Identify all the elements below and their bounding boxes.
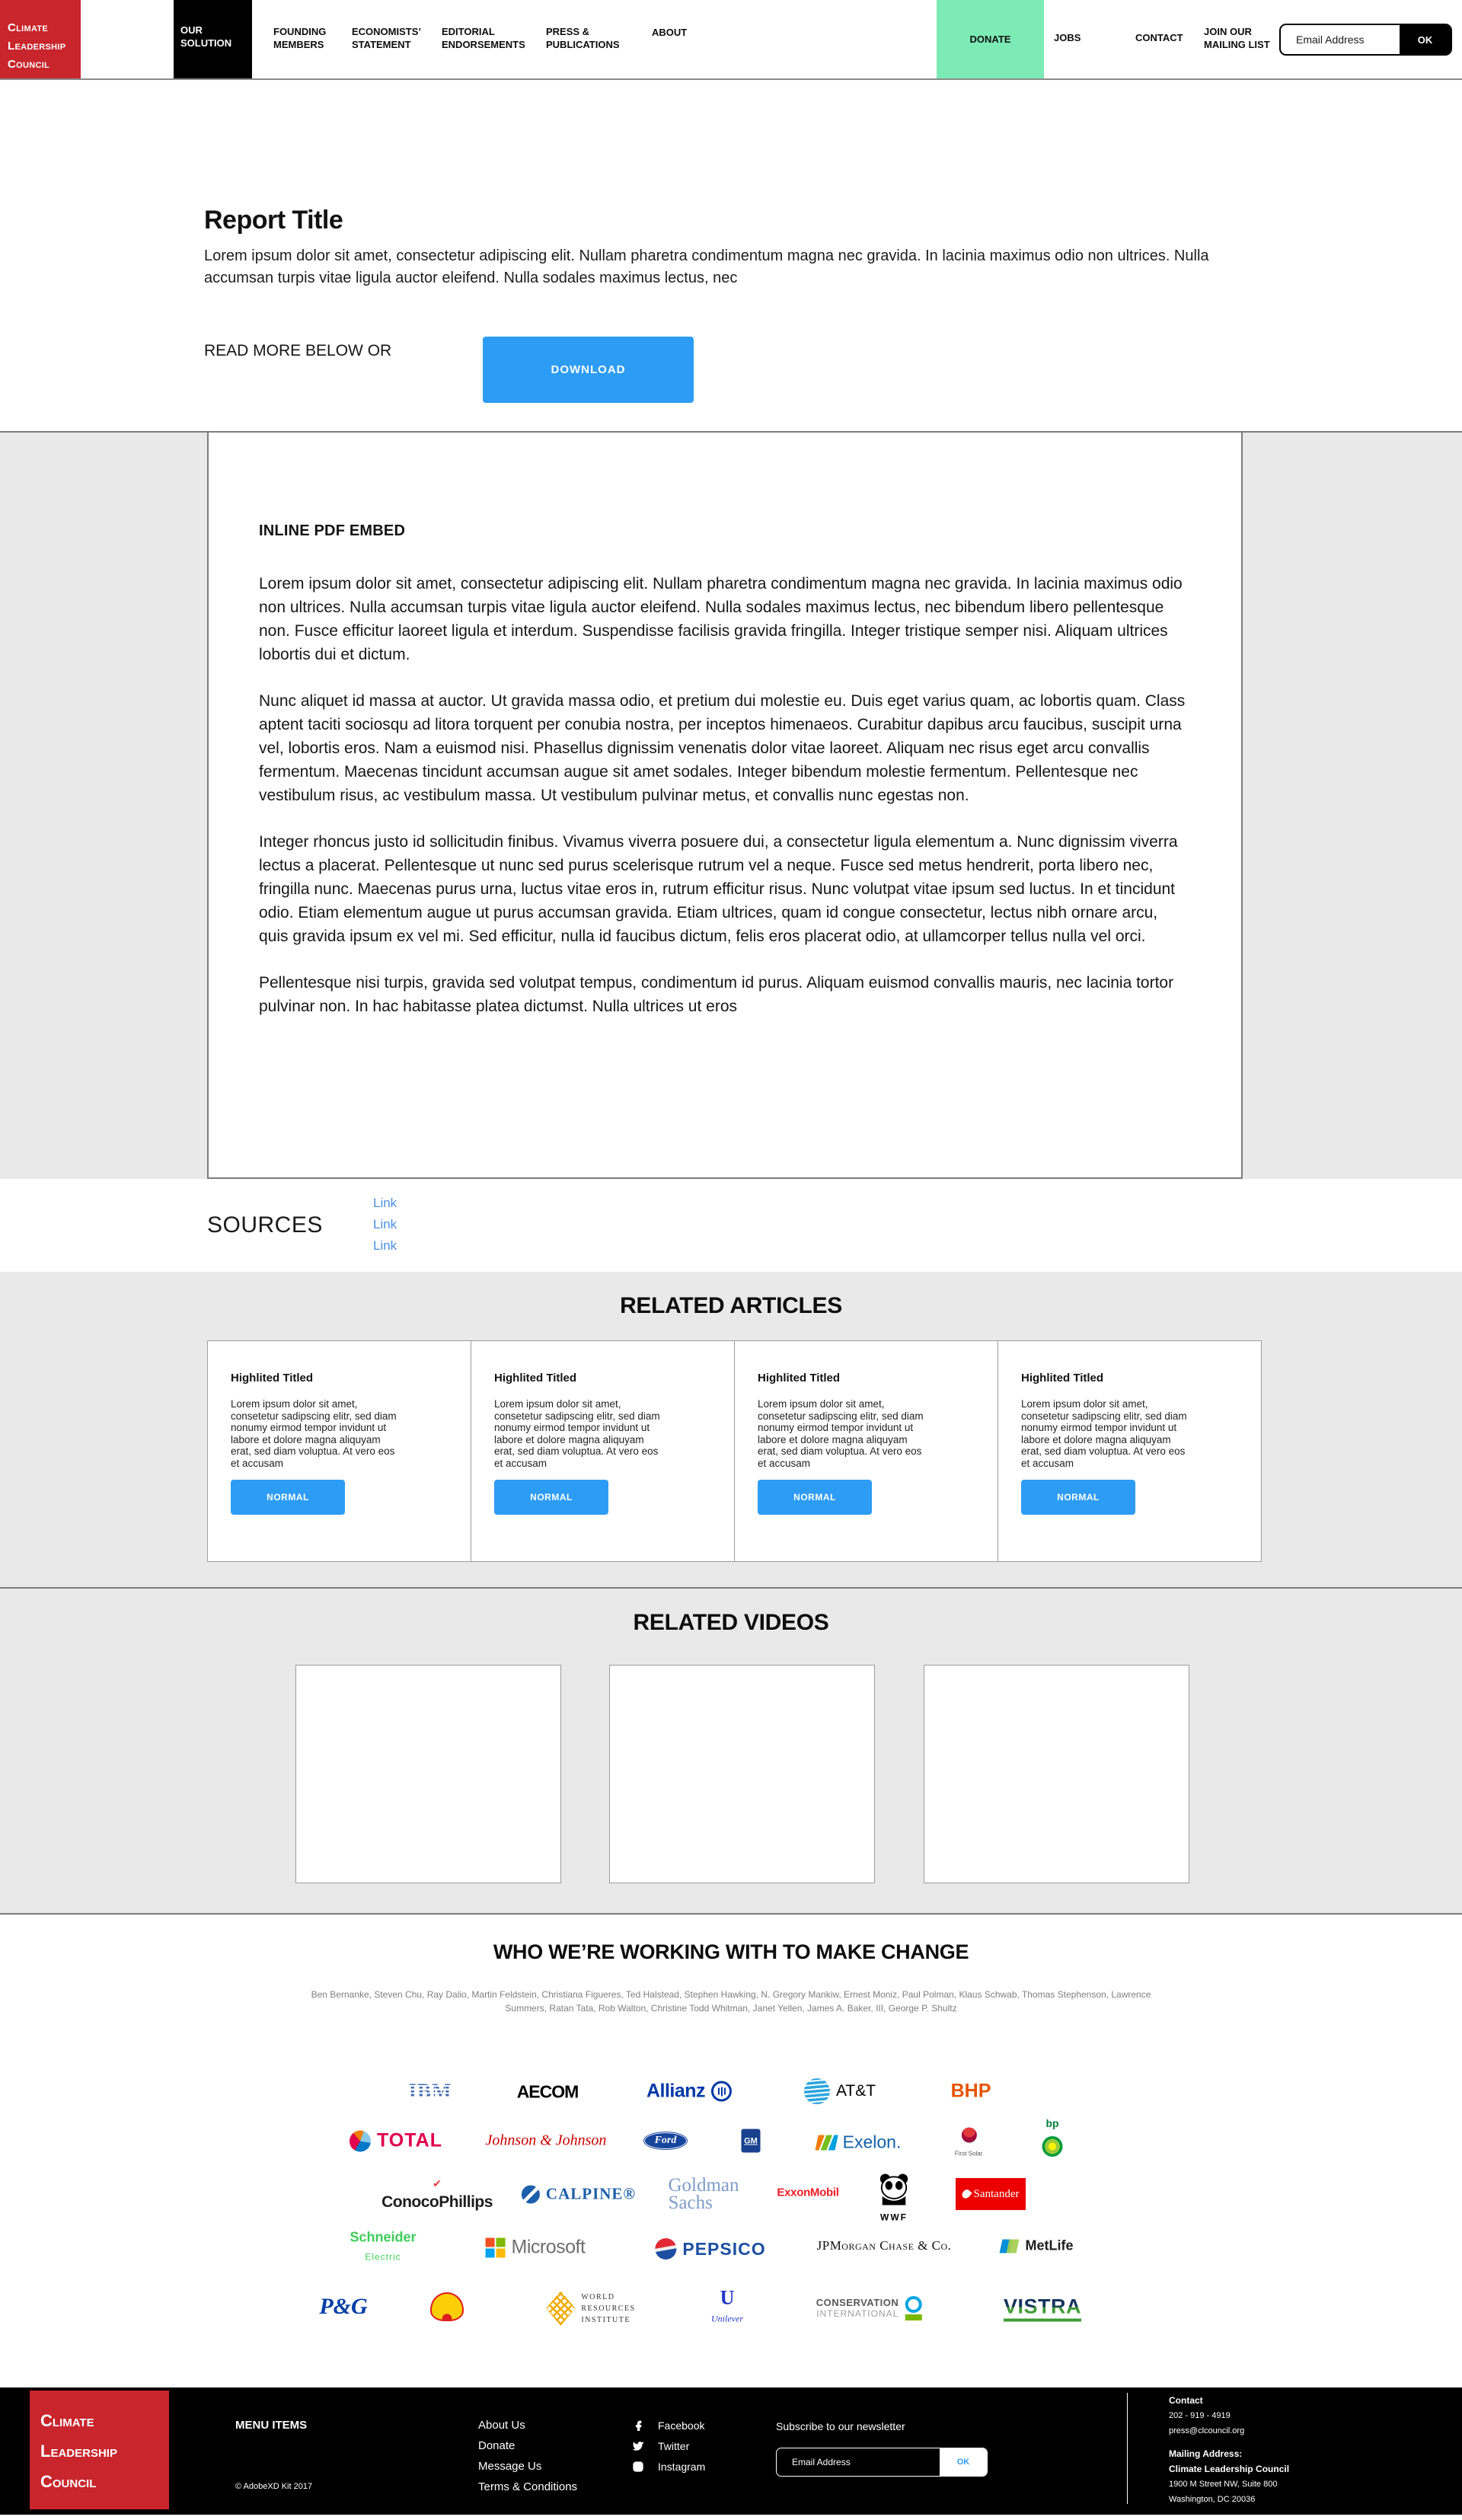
goldman-sachs-logo-text: Goldman bbox=[668, 2175, 739, 2196]
wwf-logo-text: WWF bbox=[880, 2212, 908, 2223]
footer-logo[interactable] bbox=[30, 2391, 169, 2509]
microsoft-squares-icon bbox=[486, 2237, 506, 2257]
mailing-city: Washington, DC 20036 bbox=[1169, 2495, 1256, 2504]
pg-logo bbox=[319, 2294, 367, 2320]
att-logo bbox=[804, 2078, 876, 2104]
metlife-logo-text: MetLife bbox=[1025, 2237, 1074, 2253]
pdf-heading: INLINE PDF EMBED bbox=[259, 522, 406, 539]
nav-label: SOLUTION bbox=[180, 37, 232, 49]
article-card-title: Highlited Titled bbox=[231, 1372, 314, 1385]
footer-link-donate[interactable]: Donate bbox=[478, 2439, 516, 2452]
jpmorgan-chase-logo bbox=[817, 2238, 952, 2253]
nav-label: PRESS & bbox=[546, 26, 590, 37]
total-globe-icon bbox=[350, 2130, 371, 2151]
header-newsletter-form bbox=[1279, 24, 1452, 56]
nav-label: STATEMENT bbox=[352, 39, 411, 50]
nav-label: ECONOMISTS’ bbox=[352, 26, 422, 37]
bp-flower-icon bbox=[1042, 2136, 1063, 2157]
bp-logo bbox=[1042, 2117, 1063, 2157]
header-email-ok-button[interactable]: OK bbox=[1400, 25, 1451, 54]
nav-label: ENDORSEMENTS bbox=[442, 39, 525, 50]
article-card-body: Lorem ipsum dolor sit amet, consetetur sadipscing elitr, sed diam nonumy eirmod tempor invidunt ut labore et dolore magna aliquyam erat, sed diam voluptua. At vero eos et accusam bbox=[758, 1398, 924, 1469]
nav-item-our-solution[interactable] bbox=[174, 0, 252, 78]
related-articles-heading: RELATED ARTICLES bbox=[620, 1293, 842, 1318]
article-card-title: Highlited Titled bbox=[494, 1372, 577, 1385]
article-normal-button[interactable]: NORMAL bbox=[758, 1480, 872, 1515]
footer-logo-line: Council bbox=[40, 2472, 97, 2491]
contact-heading: Contact bbox=[1169, 2395, 1203, 2406]
ibm-logo-text: IBM bbox=[408, 2079, 452, 2103]
allianz-circle-icon bbox=[711, 2081, 732, 2102]
calpine-logo bbox=[522, 2185, 636, 2204]
vistra-logo-text: VISTRA bbox=[1004, 2295, 1081, 2322]
footer-divider bbox=[1127, 2393, 1128, 2504]
source-link[interactable]: Link bbox=[373, 1196, 397, 1210]
partners-heading: WHO WE’RE WORKING WITH TO MAKE CHANGE bbox=[493, 1940, 969, 1963]
nav-label: OUR bbox=[180, 24, 203, 36]
contact-phone: 202 - 919 - 4919 bbox=[1169, 2411, 1231, 2420]
section-divider bbox=[0, 1587, 1462, 1589]
jpmorgan-logo-text: JPMorgan Chase & Co. bbox=[816, 2238, 952, 2253]
footer-link-terms[interactable]: Terms & Conditions bbox=[478, 2480, 578, 2493]
allianz-logo bbox=[646, 2081, 732, 2103]
ci-logo-text: INTERNATIONAL bbox=[816, 2308, 899, 2319]
world-resources-institute-logo bbox=[546, 2291, 635, 2326]
read-more-label: READ MORE BELOW OR bbox=[204, 342, 392, 359]
nav-item-about[interactable] bbox=[652, 26, 687, 39]
article-normal-button[interactable]: NORMAL bbox=[1021, 1480, 1135, 1515]
microsoft-logo-text: Microsoft bbox=[511, 2236, 586, 2258]
calpine-circle-icon bbox=[522, 2185, 540, 2203]
logo-line: Council bbox=[8, 58, 50, 71]
pdf-paragraph: Lorem ipsum dolor sit amet, consectetur adipiscing elit. Nullam pharetra condimentum magna nec gravida. In lacinia maximus odio non ultrices. Nulla accumsan turpis vitae ligula auctor eleifend. Nulla sodales maximus lectus, nec bibendum libero pellentesque non. Fusce efficitur laoreet ligula et interdum. Suspendisse facilisis gravida fringilla. Integer tristique semper nisi. Aliquam ultrices lobortis dui et dictum. bbox=[259, 575, 1183, 663]
article-card-body: Lorem ipsum dolor sit amet, consetetur sadipscing elitr, sed diam nonumy eirmod tempor invidunt ut labore et dolore magna aliquyam erat, sed diam voluptua. At vero eos et accusam bbox=[1021, 1398, 1187, 1469]
article-card-body: Lorem ipsum dolor sit amet, consetetur sadipscing elitr, sed diam nonumy eirmod tempor invidunt ut labore et dolore magna aliquyam erat, sed diam voluptua. At vero eos et accusam bbox=[494, 1398, 660, 1469]
wwf-panda-icon bbox=[876, 2173, 911, 2205]
schneider-logo-text: Schneider bbox=[350, 2229, 417, 2245]
conocophillips-logo bbox=[381, 2177, 493, 2212]
article-cards bbox=[207, 1340, 1262, 1562]
allianz-logo-text: Allianz bbox=[646, 2080, 706, 2102]
wri-diamond-icon bbox=[546, 2291, 575, 2326]
pepsico-logo bbox=[655, 2238, 765, 2260]
nav-label: ABOUT bbox=[652, 27, 688, 38]
exxonmobil-logo bbox=[777, 2186, 838, 2199]
article-normal-button[interactable]: NORMAL bbox=[231, 1480, 345, 1515]
pdf-paragraph: Nunc aliquet id massa at auctor. Ut gravida massa odio, et pretium dui molestie eu. Duis eget varius quam, ac lobortis quam. Class aptent taciti sociosqu ad litora torquent per conubia nostra, per inceptos himenaeos. Curabitur dapibus arcu faucibus, suscipit urna vel, lobortis eros. Nam a euismod nisi. Phasellus dignissim venenatis dolor vitae laoreet. Aliquam nec risus eget arcu convallis fermentum. Maecenas tincidunt accumsan augue sit amet sodales. Integer bibendum molestie fermentum. Pellentesque nec vestibulum risus, ac vestibulum massa. Ut vestibulum pulvinar metus, et convallis nunc egestas non. bbox=[259, 692, 1186, 804]
article-card bbox=[471, 1341, 734, 1561]
goldman-sachs-logo bbox=[668, 2177, 739, 2212]
schneider-electric-logo bbox=[350, 2230, 416, 2263]
shell-scallop-icon bbox=[430, 2292, 464, 2321]
conservation-international-logo bbox=[816, 2296, 922, 2320]
related-videos-heading: RELATED VIDEOS bbox=[633, 1610, 829, 1635]
article-card-body: Lorem ipsum dolor sit amet, consetetur sadipscing elitr, sed diam nonumy eirmod tempor invidunt ut labore et dolore magna aliquyam erat, sed diam voluptua. At vero eos et accusam bbox=[231, 1398, 397, 1469]
pg-logo-text: P&G bbox=[319, 2294, 368, 2319]
twitter-icon[interactable] bbox=[632, 2440, 644, 2452]
footer-link-message-us[interactable]: Message Us bbox=[478, 2460, 542, 2473]
johnson-johnson-logo-text: Johnson & Johnson bbox=[485, 2132, 607, 2149]
nav-item-jobs[interactable]: JOBS bbox=[1054, 32, 1081, 43]
footer-link-instagram[interactable]: Instagram bbox=[658, 2461, 706, 2473]
santander-box bbox=[956, 2178, 1026, 2210]
shell-logo bbox=[430, 2292, 464, 2321]
hero-intro-text: Lorem ipsum dolor sit amet, consectetur adipiscing elit. Nullam pharetra condimentum magna nec gravida. In lacinia maximus odio non ultrices. Nulla accumsan turpis vitae ligula auctor eleifend. Nulla sodales maximus lectus, nec bbox=[204, 248, 1209, 286]
wri-logo-text: INSTITUTE bbox=[581, 2315, 630, 2324]
exelon-logo-text: Exelon. bbox=[842, 2132, 902, 2152]
sources-heading: SOURCES bbox=[207, 1212, 323, 1238]
video-placeholder[interactable] bbox=[924, 1665, 1189, 1883]
aecom-logo-text: AECOM bbox=[516, 2081, 579, 2102]
footer-logo-line: Leadership bbox=[40, 2442, 117, 2461]
santander-logo bbox=[956, 2178, 1026, 2210]
footer-link-twitter[interactable]: Twitter bbox=[658, 2440, 690, 2452]
calpine-logo-text: CALPINE® bbox=[545, 2184, 637, 2203]
bhp-logo-text: BHP bbox=[950, 2080, 991, 2102]
first-solar-circle-icon bbox=[962, 2128, 977, 2143]
pdf-paragraph: Integer rhoncus justo id sollicitudin finibus. Vivamus viverra posuere dui, a consectetur ligula elementum a. Nunc dignissim viverra lectus a placerat. Pellentesque ut nunc sed purus scelerisque rutrum vel a neque. Fusce sed metus hendrerit, porta libero nec, fringilla nunc. Maecenas purus urna, luctus vitae eros in, rutrum efficitur risus. Nunc volutpat vitae ipsum sed luctus. In et tincidunt odio. Etiam elementum augue ut purus accumsan gravida. Etiam ultrices, quam id congue consectetur, lectus nibh ornare arcu, quis gravida ipsum ex vel mi. Sed efficitur, nulla id faucibus dictum, felis eros placerat odio, at ullamcorper tellus nulla vel orci. bbox=[259, 833, 1178, 945]
first-solar-logo-text: First Solar. bbox=[954, 2150, 985, 2157]
santander-logo-text: Santander bbox=[973, 2187, 1020, 2200]
footer-contact-block bbox=[1169, 2393, 1289, 2507]
nav-item-founding-members[interactable] bbox=[273, 25, 326, 51]
nav-item-economists-statement[interactable] bbox=[352, 25, 421, 51]
page-title: Report Title bbox=[204, 206, 343, 235]
footer-logo-line: Climate bbox=[40, 2411, 94, 2430]
inline-pdf-embed[interactable] bbox=[207, 431, 1243, 1179]
pdf-paragraph: Pellentesque nisi turpis, gravida sed volutpat tempus, condimentum id purus. Aliquam euismod convallis mauris, nec lacinia tortor pulvinar non. In hac habitasse platea dictumst. Nulla ultrices ut eros bbox=[259, 974, 1174, 1015]
nav-label: PUBLICATIONS bbox=[546, 39, 620, 50]
exelon-logo bbox=[817, 2132, 902, 2153]
att-globe-icon bbox=[804, 2078, 830, 2104]
newsletter-heading: Subscribe to our newsletter bbox=[776, 2420, 905, 2432]
santander-flame-icon bbox=[960, 2188, 972, 2200]
footer-menu-heading: MENU ITEMS bbox=[235, 2419, 308, 2432]
gm-logo-text: GM bbox=[744, 2136, 758, 2145]
footer-link-facebook[interactable]: Facebook bbox=[658, 2419, 705, 2432]
source-link[interactable]: Link bbox=[373, 1238, 397, 1253]
first-solar-logo bbox=[955, 2128, 984, 2157]
article-card bbox=[208, 1341, 471, 1561]
gm-box-icon bbox=[742, 2129, 761, 2153]
johnson-johnson-logo bbox=[486, 2132, 607, 2150]
nav-label: EDITORIAL bbox=[442, 26, 495, 37]
conocophillips-logo-text: ConocoPhillips bbox=[381, 2193, 493, 2211]
donate-button[interactable]: DONATE bbox=[937, 0, 1044, 78]
conocophillips-check-icon: ✔ bbox=[433, 2177, 442, 2189]
article-card-title: Highlited Titled bbox=[758, 1372, 841, 1385]
header-email-input[interactable] bbox=[1281, 25, 1400, 54]
total-logo-text: TOTAL bbox=[376, 2129, 443, 2151]
bp-logo-text: bp bbox=[1045, 2117, 1059, 2129]
wwf-logo bbox=[876, 2173, 911, 2223]
exelon-stripes-icon bbox=[816, 2135, 838, 2150]
footer-email-ok-button[interactable]: OK bbox=[940, 2448, 987, 2476]
goldman-sachs-logo-text: Sachs bbox=[668, 2193, 713, 2213]
aecom-logo bbox=[517, 2082, 579, 2103]
nav-label: JOIN OUR bbox=[1204, 26, 1252, 37]
article-card bbox=[998, 1341, 1261, 1561]
ford-oval-icon bbox=[644, 2132, 687, 2149]
exxonmobil-logo-text: ExxonMobil bbox=[777, 2186, 839, 2199]
video-placeholder[interactable] bbox=[295, 1665, 561, 1883]
vistra-logo bbox=[1004, 2295, 1081, 2322]
article-card-title: Highlited Titled bbox=[1021, 1372, 1104, 1385]
bhp-logo bbox=[951, 2081, 991, 2103]
footer-email-input[interactable] bbox=[777, 2448, 940, 2476]
nav-item-editorial-endorsements[interactable] bbox=[442, 25, 525, 51]
pepsico-globe-icon bbox=[655, 2238, 676, 2260]
ci-logo-text: CONSERVATION bbox=[816, 2297, 899, 2308]
ci-globe-icon bbox=[905, 2296, 921, 2320]
nav-item-join-mailing-list[interactable] bbox=[1204, 25, 1270, 51]
nav-label: FOUNDING bbox=[273, 26, 327, 37]
download-button[interactable]: DOWNLOAD bbox=[483, 337, 694, 403]
header-logo[interactable] bbox=[0, 0, 81, 78]
nav-item-press-publications[interactable] bbox=[546, 25, 620, 51]
wri-logo-text: RESOURCES bbox=[581, 2304, 636, 2313]
ibm-logo bbox=[409, 2080, 452, 2103]
footer-copyright: © AdobeXD Kit 2017 bbox=[235, 2482, 313, 2491]
footer-newsletter-form bbox=[776, 2448, 988, 2477]
unilever-logo-text: Unilever bbox=[711, 2313, 743, 2324]
ford-logo bbox=[644, 2132, 687, 2149]
mailing-street: 1900 M Street NW, Suite 800 bbox=[1169, 2480, 1278, 2489]
metlife-icon bbox=[1001, 2239, 1020, 2253]
pepsico-logo-text: PEPSICO bbox=[682, 2238, 766, 2259]
logo-line: Climate bbox=[8, 21, 49, 34]
total-logo bbox=[350, 2130, 442, 2152]
metlife-logo bbox=[1001, 2238, 1074, 2254]
footer-link-about-us[interactable]: About Us bbox=[478, 2419, 525, 2432]
facebook-icon[interactable] bbox=[632, 2419, 644, 2432]
schneider-logo-text: Electric bbox=[365, 2251, 401, 2263]
nav-label: MAILING LIST bbox=[1204, 39, 1270, 50]
article-normal-button[interactable]: NORMAL bbox=[494, 1480, 608, 1515]
video-placeholder[interactable] bbox=[609, 1665, 875, 1883]
gm-logo bbox=[742, 2129, 761, 2153]
source-link[interactable]: Link bbox=[373, 1217, 397, 1231]
nav-label: MEMBERS bbox=[273, 39, 324, 50]
mailing-address-heading: Mailing Address: bbox=[1169, 2448, 1243, 2459]
instagram-icon[interactable] bbox=[632, 2461, 644, 2473]
nav-item-contact[interactable]: CONTACT bbox=[1135, 32, 1183, 43]
article-card bbox=[734, 1341, 998, 1561]
contact-email[interactable]: press@clcouncil.org bbox=[1169, 2426, 1245, 2435]
microsoft-logo bbox=[486, 2237, 586, 2259]
logo-line: Leadership bbox=[8, 40, 66, 53]
wri-logo-text: WORLD bbox=[581, 2292, 615, 2301]
partner-names: Ben Bernanke, Steven Chu, Ray Dalio, Martin Feldstein, Christiana Figueres, Ted Halstead, Stephen Hawking, N. Gregory Mankiw, Ernest Moniz, Paul Polman, Klaus Schwab, Thomas Stephenson, Lawrence Summers, Ratan Tata, Rob Walton, Christine Todd Whitman, Janet Yellen, James A. Baker, III, George P. Shultz bbox=[311, 1989, 1151, 2014]
unilever-u-icon: U bbox=[720, 2286, 735, 2309]
att-logo-text: AT&T bbox=[835, 2082, 876, 2100]
mailing-org: Climate Leadership Council bbox=[1169, 2464, 1290, 2474]
unilever-logo bbox=[711, 2286, 743, 2325]
ford-logo-text: Ford bbox=[654, 2135, 677, 2146]
